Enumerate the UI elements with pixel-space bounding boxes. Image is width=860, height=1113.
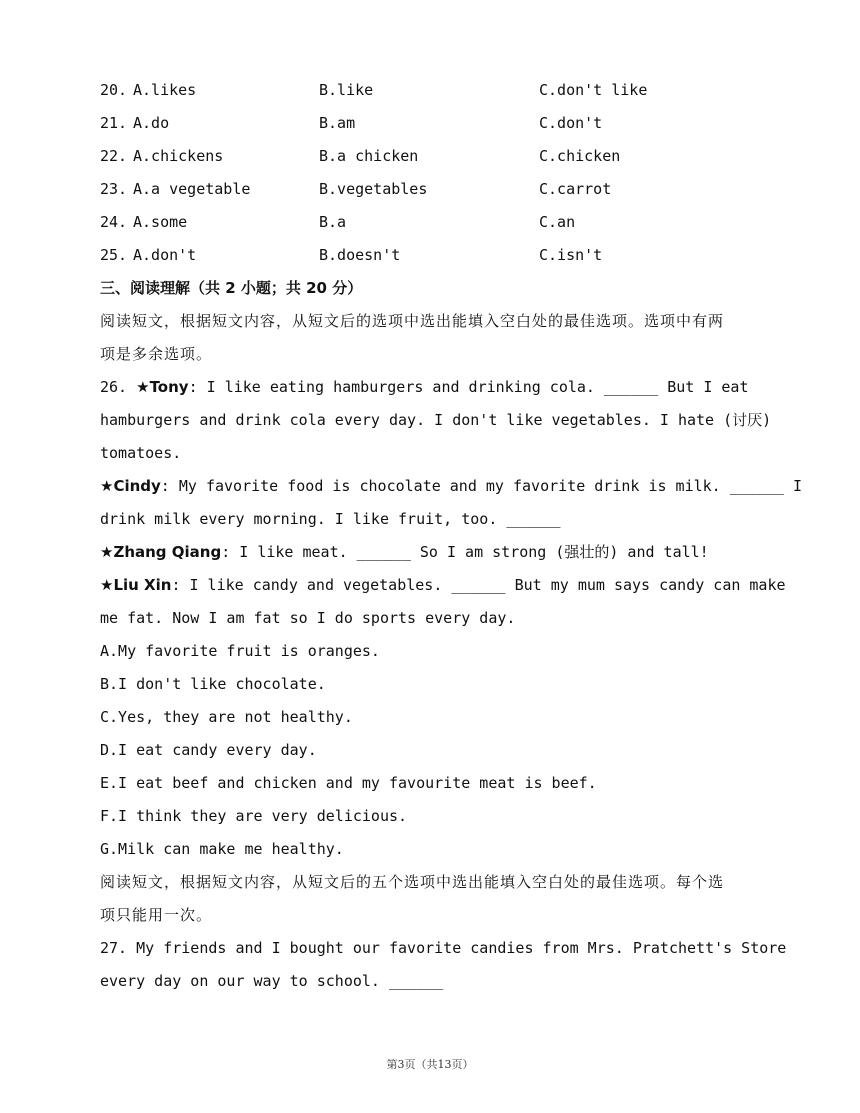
passage-line: me fat. Now I am fat so I do sports every day.: [100, 609, 516, 627]
option-c: C.chicken: [539, 147, 621, 165]
option-c: C.isn't: [539, 246, 603, 264]
question-number: 25.: [100, 246, 128, 264]
passage-text: : I like meat. ______ So I am strong (强壮的) and tall!: [221, 543, 709, 561]
document-page: [100, 74, 802, 998]
passage-text: : I like eating hamburgers and drinking cola. ______ But I eat: [188, 378, 749, 396]
question-number: 23.: [100, 180, 128, 198]
passage-text: My friends and I bought our favorite candies from Mrs. Pratchett's Store: [127, 939, 787, 957]
question-number: 21.: [100, 114, 128, 132]
instruction-line: 项是多余选项。: [100, 345, 213, 363]
question-number: 26.: [100, 378, 128, 396]
passage-text: : My favorite food is chocolate and my favorite drink is milk. ______ I: [160, 477, 802, 495]
instruction-line: 阅读短文，根据短文内容，从短文后的选项中选出能填入空白处的最佳选项。选项中有两: [100, 312, 725, 330]
option-row: [100, 74, 764, 107]
option-row: [100, 206, 764, 239]
choice-item: E.I eat beef and chicken and my favourite meat is beef.: [100, 774, 597, 792]
option-b: B.doesn't: [319, 246, 401, 264]
speaker-name: ★Liu Xin: [100, 576, 172, 594]
question-number: 24.: [100, 213, 128, 231]
choice-item: F.I think they are very delicious.: [100, 807, 408, 825]
choice-item: G.Milk can make me healthy.: [100, 840, 344, 858]
passage-line-tony: [100, 371, 764, 404]
option-row: [100, 140, 764, 173]
instruction-line: 阅读短文，根据短文内容，从短文后的五个选项中选出能填入空白处的最佳选项。每个选: [100, 873, 725, 891]
speaker-name: ★Zhang Qiang: [100, 543, 222, 561]
passage-line-cindy: [100, 470, 802, 503]
choice-item: D.I eat candy every day.: [100, 741, 317, 759]
passage-line-q27: [100, 932, 787, 965]
option-row: [100, 239, 764, 272]
option-a: A.chickens: [133, 147, 224, 165]
answer-options-table: [100, 74, 764, 272]
option-a: A.some: [133, 213, 188, 231]
section-heading: 三、阅读理解（共 2 小题；共 20 分）: [100, 279, 363, 297]
option-c: C.don't like: [539, 81, 648, 99]
choice-item: C.Yes, they are not healthy.: [100, 708, 353, 726]
option-c: C.carrot: [539, 180, 612, 198]
passage-text: : I like candy and vegetables. ______ But my mum says candy can make: [171, 576, 786, 594]
choice-item: A.My favorite fruit is oranges.: [100, 642, 380, 660]
speaker-name: ★Cindy: [100, 477, 161, 495]
option-c: C.don't: [539, 114, 603, 132]
option-a: A.do: [133, 114, 170, 132]
question-number: 22.: [100, 147, 128, 165]
passage-line: drink milk every morning. I like fruit, too. ______: [100, 510, 561, 528]
passage-line: every day on our way to school. ______: [100, 972, 444, 990]
option-a: A.likes: [133, 81, 197, 99]
option-a: A.a vegetable: [133, 180, 251, 198]
option-row: [100, 107, 764, 140]
passage-line-liu: [100, 569, 786, 602]
option-b: B.a: [319, 213, 347, 231]
passage-line: hamburgers and drink cola every day. I don't like vegetables. I hate (讨厌): [100, 411, 772, 429]
passage-line-zhang: [100, 536, 764, 569]
page-footer: 第3页（共13页）: [386, 1058, 474, 1071]
option-b: B.like: [319, 81, 374, 99]
option-b: B.a chicken: [319, 147, 419, 165]
choice-item: B.I don't like chocolate.: [100, 675, 326, 693]
passage-line: tomatoes.: [100, 444, 182, 462]
option-b: B.am: [319, 114, 356, 132]
question-number: 27.: [100, 939, 128, 957]
question-number: 20.: [100, 81, 128, 99]
option-a: A.don't: [133, 246, 197, 264]
option-b: B.vegetables: [319, 180, 428, 198]
option-row: [100, 173, 764, 206]
speaker-name: ★Tony: [136, 378, 189, 396]
instruction-line: 项只能用一次。: [100, 906, 213, 924]
option-c: C.an: [539, 213, 576, 231]
